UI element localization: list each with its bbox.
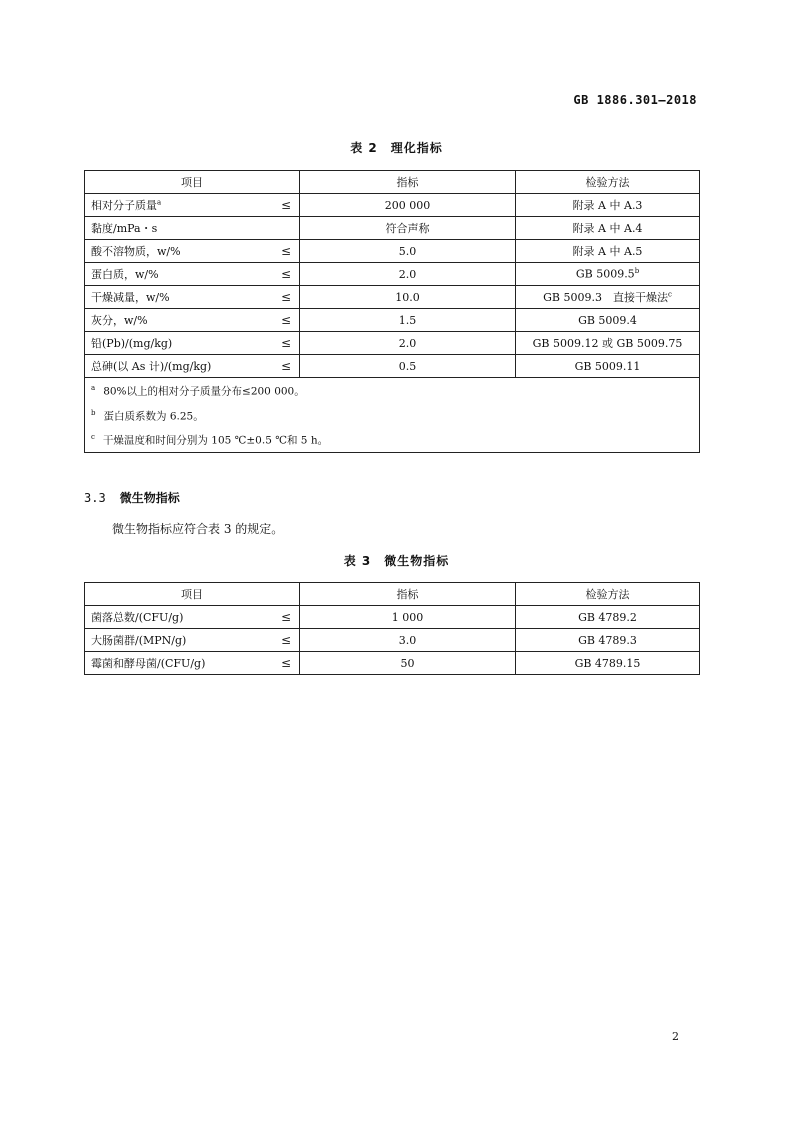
page-number: 2	[672, 1030, 679, 1043]
notes-cell	[85, 378, 700, 453]
cell-item	[85, 332, 300, 355]
header-method: 检验方法	[516, 171, 700, 194]
footnote	[91, 378, 693, 403]
cell-value: 1.5	[300, 309, 516, 332]
footnote-text: 干燥温度和时间分别为 105 ℃±0.5 ℃和 5 h。	[102, 434, 329, 447]
footnote-mark: c	[667, 290, 672, 299]
cell-item	[85, 652, 300, 675]
item-name: 菌落总数/(CFU/g)	[91, 611, 184, 624]
item-name-wrap	[91, 335, 172, 351]
item-wrap	[91, 197, 293, 213]
item-name: 蛋白质，w/%	[91, 268, 159, 281]
item-name-wrap	[91, 243, 181, 259]
footnote	[91, 403, 693, 428]
table3-caption: 表 3 微生物指标	[343, 554, 450, 568]
table-row	[85, 263, 700, 286]
operator: ≤	[280, 313, 291, 327]
method-text: GB 4789.15	[574, 656, 641, 670]
cell-item	[85, 240, 300, 263]
cell-method	[516, 217, 700, 240]
table-row	[85, 286, 700, 309]
footnote	[91, 427, 693, 452]
table-row	[85, 240, 700, 263]
footnote-text: 蛋白质系数为 6.25。	[103, 410, 204, 422]
table-row	[85, 194, 700, 217]
cell-method	[516, 240, 700, 263]
cell-value: 50	[300, 652, 516, 675]
item-name: 相对分子质量	[91, 199, 157, 212]
method-text: GB 4789.3	[578, 633, 637, 647]
table3-microbiological	[84, 582, 700, 675]
item-name: 大肠菌群/(MPN/g)	[91, 634, 187, 647]
section-heading	[84, 489, 180, 506]
header-item: 项目	[85, 171, 300, 194]
method-text: GB 5009.12 或 GB 5009.75	[532, 337, 683, 350]
item-wrap	[91, 358, 293, 374]
cell-method	[516, 263, 700, 286]
item-wrap	[91, 266, 293, 282]
item-wrap	[91, 609, 293, 625]
cell-item	[85, 286, 300, 309]
operator: ≤	[280, 610, 291, 624]
operator: ≤	[280, 336, 291, 350]
cell-value: 0.5	[300, 355, 516, 378]
item-wrap	[91, 289, 293, 305]
item-name: 铅(Pb)/(mg/kg)	[91, 337, 173, 350]
cell-method	[516, 652, 700, 675]
item-name-wrap	[91, 289, 170, 305]
operator: ≤	[280, 633, 291, 647]
operator: ≤	[280, 359, 291, 373]
item-wrap	[91, 655, 293, 671]
item-name: 干燥减量，w/%	[91, 291, 170, 304]
method-text: GB 5009.11	[574, 359, 641, 373]
table-row	[85, 309, 700, 332]
table2-header-row	[85, 171, 700, 194]
cell-item	[85, 355, 300, 378]
table3-header-row	[85, 583, 700, 606]
method-text: 附录 A 中 A.5	[572, 245, 643, 258]
item-name-wrap	[91, 632, 186, 648]
cell-method	[516, 332, 700, 355]
table-row	[85, 217, 700, 240]
table2-physicochemical	[84, 170, 700, 453]
operator: ≤	[280, 656, 291, 670]
item-wrap	[91, 220, 293, 236]
operator: ≤	[280, 198, 291, 212]
cell-value: 1 000	[300, 606, 516, 629]
section-title: 微生物指标	[119, 491, 180, 505]
item-name-wrap	[91, 358, 211, 374]
operator: ≤	[280, 290, 291, 304]
cell-value: 10.0	[300, 286, 516, 309]
cell-method	[516, 606, 700, 629]
notes-row	[85, 378, 700, 453]
table-row	[85, 355, 700, 378]
item-name: 灰分，w/%	[91, 314, 148, 327]
method-text: GB 5009.4	[578, 313, 637, 327]
item-name-wrap	[91, 266, 159, 282]
item-wrap	[91, 335, 293, 351]
header-value: 指标	[300, 171, 516, 194]
item-wrap	[91, 632, 293, 648]
cell-item	[85, 263, 300, 286]
table-row	[85, 652, 700, 675]
item-name: 黏度/mPa・s	[91, 222, 158, 235]
cell-method	[516, 286, 700, 309]
cell-value: 符合声称	[300, 217, 516, 240]
item-name: 霉菌和酵母菌/(CFU/g)	[91, 657, 206, 670]
cell-item	[85, 194, 300, 217]
header-item: 项目	[85, 583, 300, 606]
cell-method	[516, 309, 700, 332]
footnote-text: 80%以上的相对分子质量分布≤200 000。	[103, 385, 305, 398]
cell-item	[85, 606, 300, 629]
method-text: 附录 A 中 A.3	[572, 199, 643, 212]
cell-item	[85, 629, 300, 652]
footnote-mark: c	[91, 433, 95, 441]
table-row	[85, 332, 700, 355]
item-name: 酸不溶物质，w/%	[91, 245, 181, 258]
item-wrap	[91, 243, 293, 259]
footnote-mark: b	[634, 267, 640, 276]
cell-method	[516, 355, 700, 378]
table-row	[85, 629, 700, 652]
standard-number: GB 1886.301—2018	[573, 93, 697, 107]
item-name-wrap	[91, 312, 148, 328]
cell-value: 2.0	[300, 332, 516, 355]
method-text: 附录 A 中 A.4	[572, 222, 643, 235]
operator: ≤	[280, 244, 291, 258]
table2-caption: 表 2 理化指标	[350, 141, 443, 155]
cell-method	[516, 194, 700, 217]
item-name-wrap	[91, 609, 183, 625]
cell-value: 200 000	[300, 194, 516, 217]
section-paragraph: 微生物指标应符合表 3 的规定。	[112, 522, 284, 536]
method-text: GB 5009.3 直接干燥法	[543, 291, 668, 304]
cell-item	[85, 217, 300, 240]
cell-item	[85, 309, 300, 332]
item-name-wrap	[91, 655, 205, 671]
item-wrap	[91, 312, 293, 328]
table-row	[85, 606, 700, 629]
item-name-wrap	[91, 197, 161, 213]
footnote-mark: a	[91, 384, 96, 392]
cell-value: 3.0	[300, 629, 516, 652]
method-text: GB 5009.5	[575, 267, 635, 281]
cell-value: 2.0	[300, 263, 516, 286]
header-method: 检验方法	[516, 583, 700, 606]
section-number: 3.3	[84, 491, 106, 505]
item-name: 总砷(以 As 计)/(mg/kg)	[91, 360, 212, 373]
method-text: GB 4789.2	[578, 610, 637, 624]
item-name-wrap	[91, 220, 157, 236]
footnote-mark: a	[157, 198, 162, 207]
cell-value: 5.0	[300, 240, 516, 263]
footnote-mark: b	[91, 408, 96, 417]
operator: ≤	[280, 267, 291, 281]
cell-method	[516, 629, 700, 652]
header-value: 指标	[300, 583, 516, 606]
